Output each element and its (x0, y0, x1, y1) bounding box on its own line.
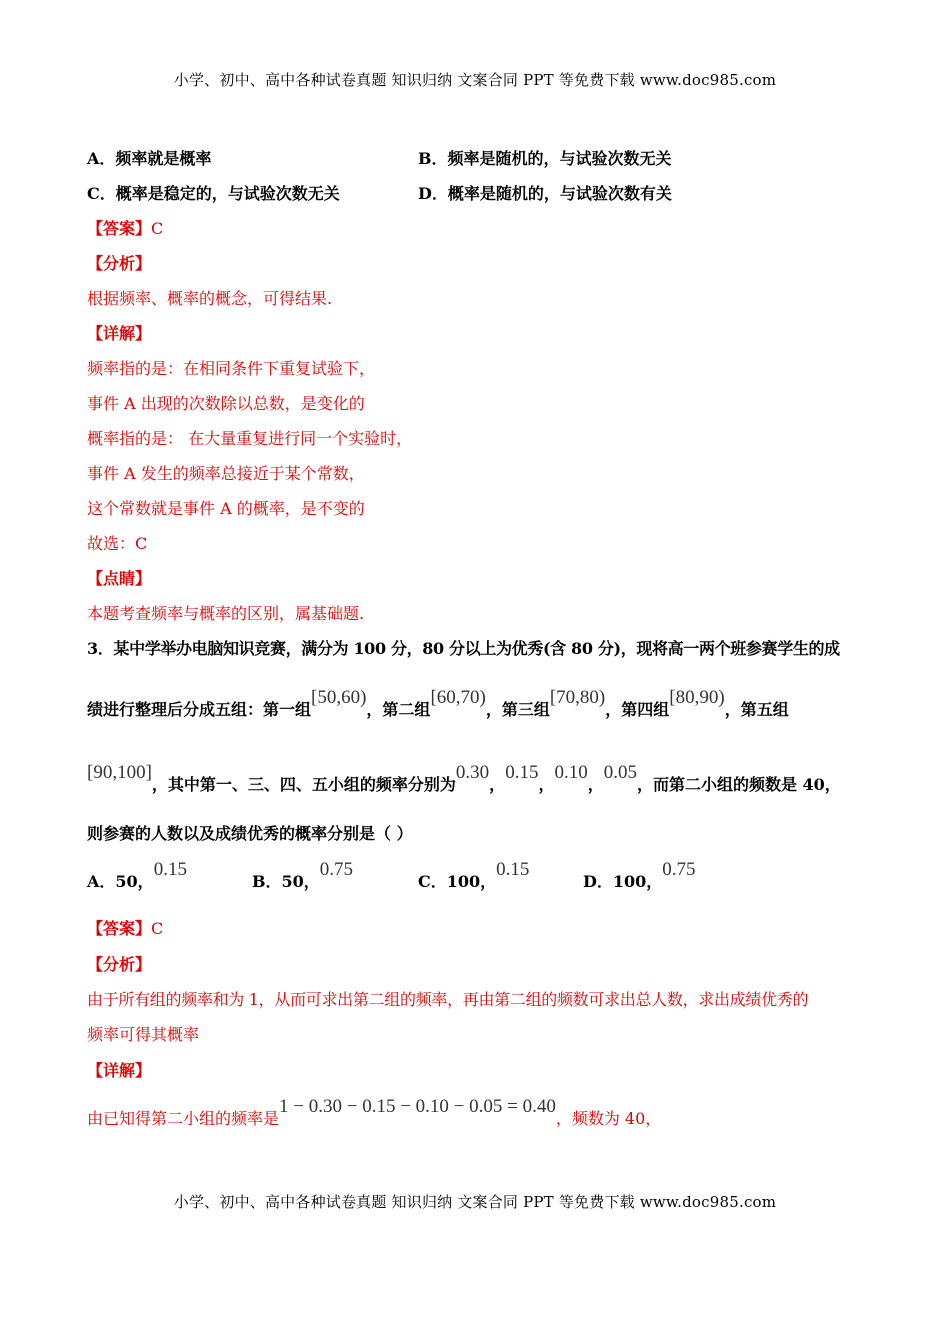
option-math: 0.15 (496, 859, 530, 880)
q3-detail-label: 【详解】 (87, 1061, 152, 1080)
q3-option-b: B．50，0.75 (252, 859, 354, 891)
q3-stem-line1: 3．某中学举办电脑知识竞赛，满分为 100 分，80 分以上为优秀(含 80 分)，现将高一两个班参赛学生的成 (87, 639, 840, 658)
q3-option-a: A．50，0.15 (87, 859, 187, 891)
freq-value: 0.30 (455, 762, 490, 783)
q2-analysis-text: 根据频率、概率的概念，可得结果. (87, 289, 333, 308)
q2-comment-text: 本题考查频率与概率的区别，属基础题. (87, 604, 365, 623)
q2-detail-line: 事件 A 出现的次数除以总数，是变化的 (87, 394, 365, 413)
q3-stem-line3: [90,100]，其中第一、三、四、五小组的频率分别为0.30，0.15，0.10，0.05，而第二小组的频数是 40， (87, 762, 841, 794)
freq-value: 0.10 (554, 762, 588, 783)
q3-stem-line4: 则参赛的人数以及成绩优秀的概率分别是（ ） (87, 824, 413, 843)
interval-group4: [80,90) (669, 687, 725, 708)
q2-detail-line: 事件 A 发生的频率总接近于某个常数， (87, 464, 365, 483)
q3-analysis-line1: 由于所有组的频率和为 1，从而可求出第二组的频率，再由第二组的频数可求出总人数，求出成绩优秀的 (87, 990, 809, 1009)
q2-option-a: A．频率就是概率 (87, 149, 212, 168)
freq-value: 0.05 (603, 762, 637, 783)
interval-group1: [50,60) (311, 687, 367, 708)
q2-answer: 【答案】C (87, 219, 164, 238)
q2-analysis-label: 【分析】 (87, 254, 152, 273)
option-math: 0.75 (319, 859, 354, 880)
page-header: 小学、初中、高中各种试卷真题 知识归纳 文案合同 PPT 等免费下载 www.doc985.com (173, 71, 777, 89)
q2-detail-line: 这个常数就是事件 A 的概率，是不变的 (87, 499, 365, 518)
detail-equation: 1 − 0.30 − 0.15 − 0.10 − 0.05 = 0.40 (279, 1096, 556, 1117)
freq-value: 0.15 (505, 762, 539, 783)
q3-analysis-line2: 频率可得其概率 (87, 1025, 200, 1044)
q2-option-d: D．概率是随机的，与试验次数有关 (418, 184, 672, 203)
q2-detail-line: 概率指的是： 在大量重复进行同一个实验时， (87, 429, 413, 448)
page-footer: 小学、初中、高中各种试卷真题 知识归纳 文案合同 PPT 等免费下载 www.doc985.com (173, 1193, 777, 1211)
q2-detail-line: 故选：C (87, 534, 148, 553)
option-math: 0.75 (662, 859, 696, 880)
interval-group5: [90,100] (87, 762, 152, 783)
q2-option-c: C．概率是稳定的，与试验次数无关 (87, 184, 340, 203)
q3-option-c: C．100，0.15 (418, 859, 530, 891)
q3-option-d: D．100，0.75 (583, 859, 696, 891)
option-math: 0.15 (153, 859, 187, 880)
q3-answer: 【答案】C (87, 919, 164, 938)
q2-detail-line: 频率指的是：在相同条件下重复试验下， (87, 359, 376, 378)
q3-stem-line2: 绩进行整理后分成五组：第一组[50,60)，第二组[60,70)，第三组[70,80)，第四组[80,90)，第五组 (87, 687, 789, 719)
interval-group3: [70,80) (549, 687, 606, 708)
q2-detail-label: 【详解】 (87, 324, 152, 343)
q2-comment-label: 【点睛】 (87, 569, 152, 588)
q3-detail-line: 由已知得第二小组的频率是1 − 0.30 − 0.15 − 0.10 − 0.05 = 0.40，频数为 40， (87, 1096, 662, 1128)
q2-option-b: B．频率是随机的，与试验次数无关 (418, 149, 672, 168)
interval-group2: [60,70) (430, 687, 486, 708)
q3-analysis-label: 【分析】 (87, 955, 152, 974)
